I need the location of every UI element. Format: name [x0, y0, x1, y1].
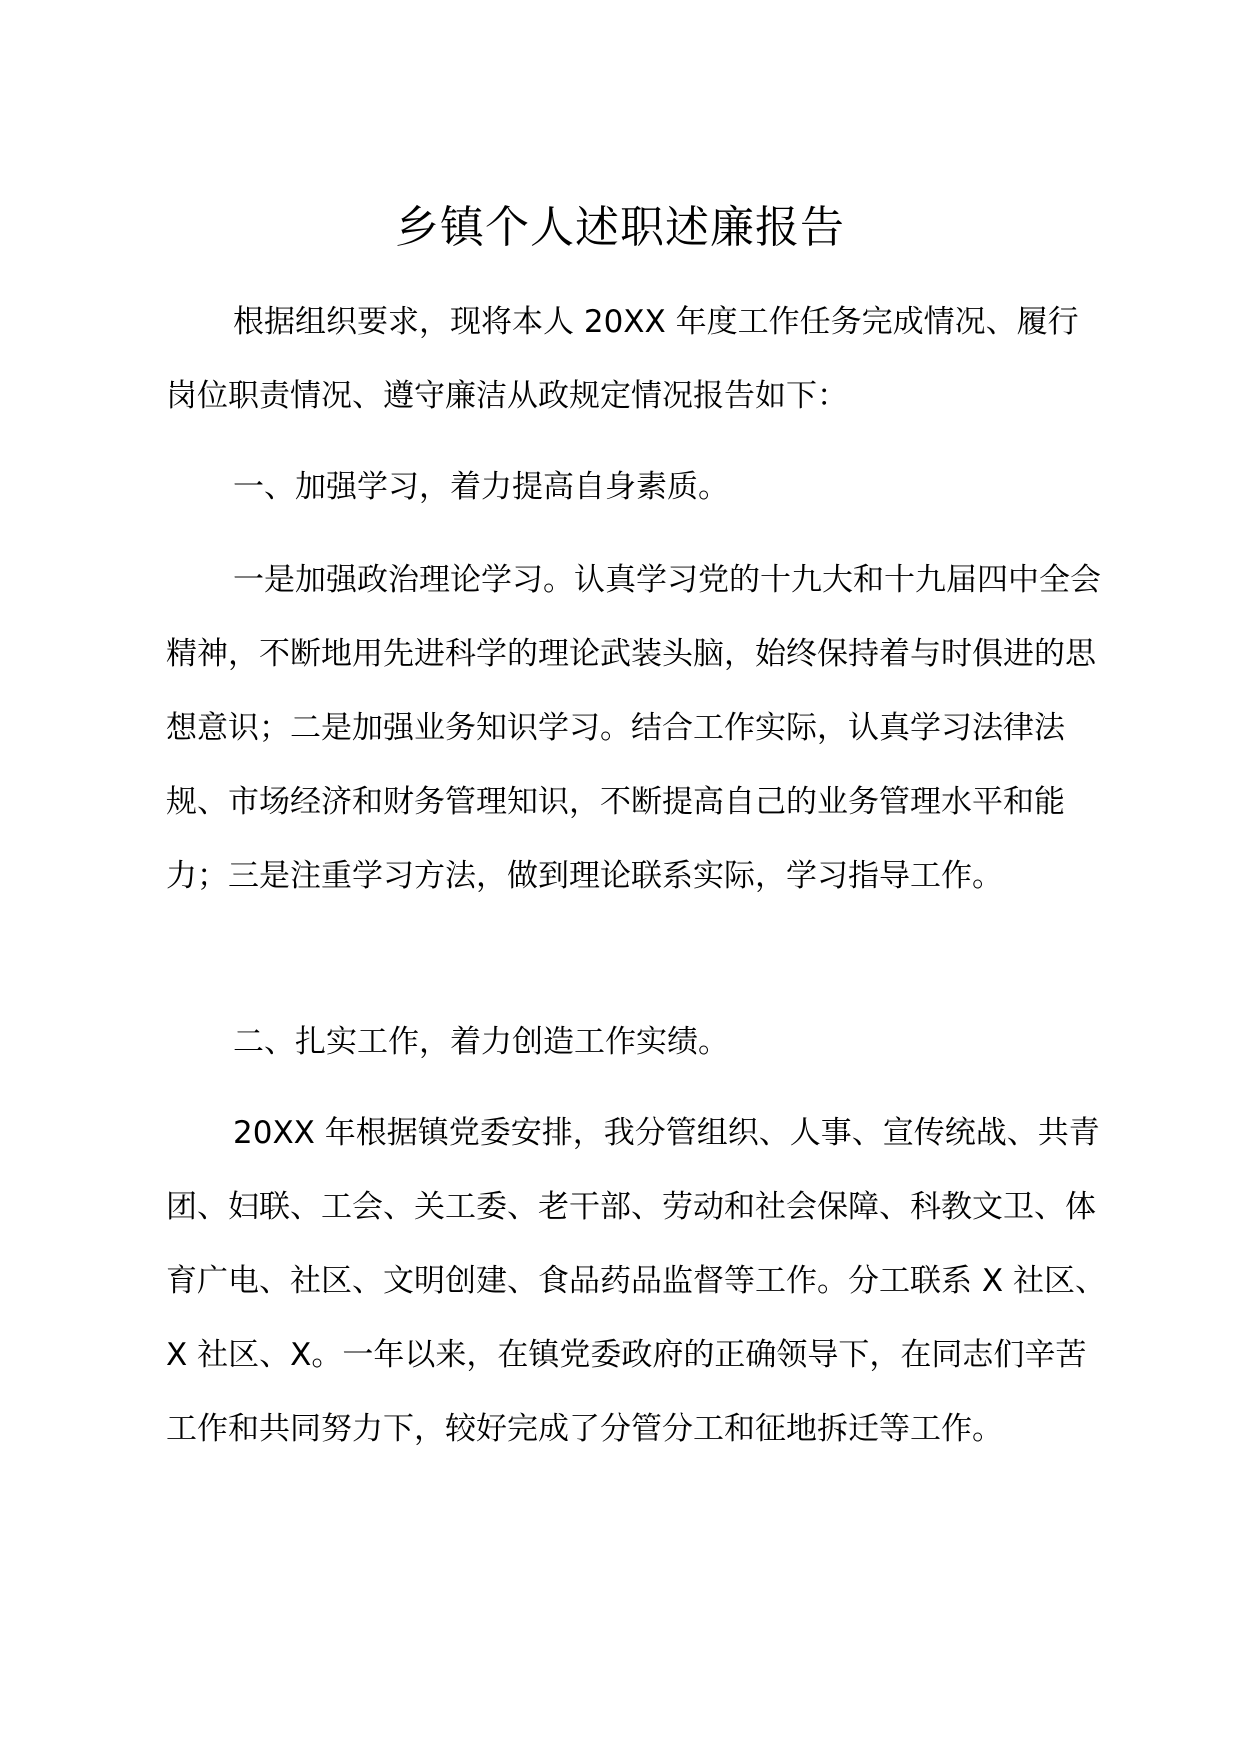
section-heading-1: 一、加强学习，着力提高自身素质。 [233, 469, 729, 505]
section-heading-2: 二、扎实工作，着力创造工作实绩。 [233, 1024, 729, 1060]
section-2-body-paragraph: 20XX 年根据镇党委安排，我分管组织、人事、宣传统战、共青团、妇联、工会、关工委、老干部、劳动和社会保障、科教文卫、体育广电、社区、文明创建、食品药品监督等工作。分工联系 X 社区、X 社区、X。一年以来，在镇党委政府的正确领导下，在同志们辛苦工作和共同努力下，较好完成了分管分工和征地拆迁等工作。 [166, 1115, 1106, 1447]
section-1-body-paragraph: 一是加强政治理论学习。认真学习党的十九大和十九届四中全会精神，不断地用先进科学的理论武装头脑，始终保持着与时俱进的思想意识；二是加强业务知识学习。结合工作实际，认真学习法律法规、市场经济和财务管理知识，不断提高自己的业务管理水平和能力；三是注重学习方法，做到理论联系实际，学习指导工作。 [166, 562, 1101, 894]
document-title: 乡镇个人述职述廉报告 [395, 202, 845, 253]
intro-paragraph: 根据组织要求，现将本人 20XX 年度工作任务完成情况、履行岗位职责情况、遵守廉洁从政规定情况报告如下： [166, 304, 1079, 414]
